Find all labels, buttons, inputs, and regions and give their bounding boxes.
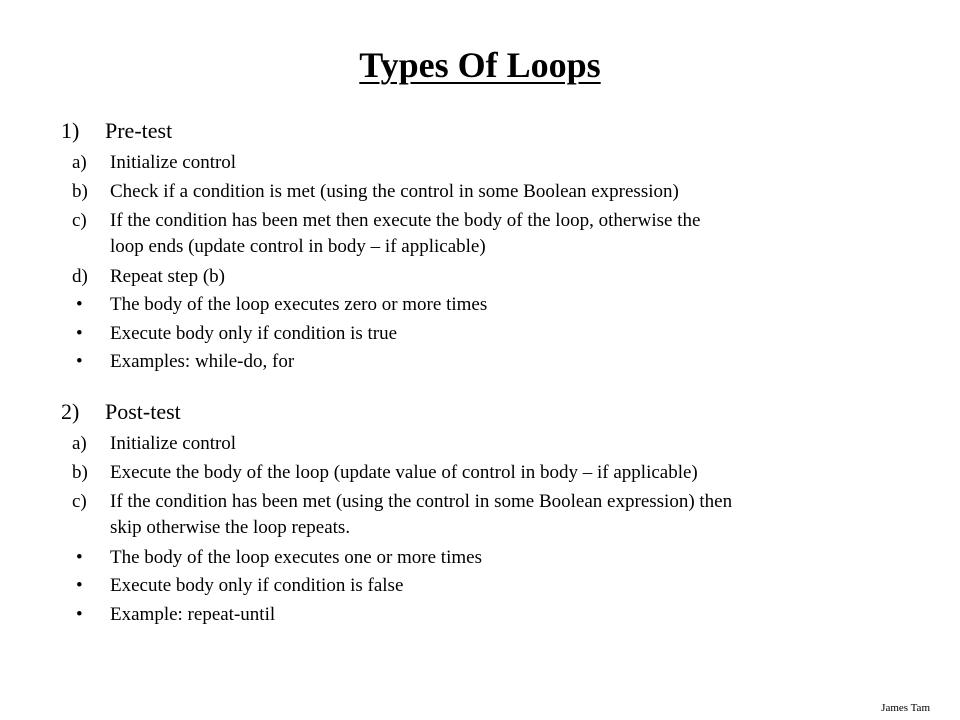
list-text: Execute the body of the loop (update value of control in body – if applicable) xyxy=(110,462,698,483)
list-text: Initialize control xyxy=(110,433,237,454)
list-text: Initialize control xyxy=(110,152,237,173)
list-marker: c) xyxy=(72,210,87,231)
section-heading-pre-test xyxy=(61,118,172,144)
list-marker: a) xyxy=(72,152,87,173)
list-text: Examples: while-do, for xyxy=(110,351,295,372)
section-number: 2) xyxy=(61,399,80,424)
section-heading-post-test xyxy=(61,399,181,425)
slide-title: Types Of Loops xyxy=(359,45,601,85)
bullet-marker: • xyxy=(76,351,83,372)
list-text: Execute body only if condition is false xyxy=(110,575,404,596)
list-text: Check if a condition is met (using the control in some Boolean expression) xyxy=(110,181,679,202)
list-text-continuation: loop ends (update control in body – if applicable) xyxy=(110,236,486,257)
list-text: If the condition has been met (using the control in some Boolean expression) then xyxy=(110,491,733,512)
author-footer: James Tam xyxy=(881,702,930,714)
bullet-marker: • xyxy=(76,575,83,596)
list-marker: d) xyxy=(72,266,88,287)
bullet-marker: • xyxy=(76,604,83,625)
list-text: If the condition has been met then execute the body of the loop, otherwise the xyxy=(110,210,701,231)
list-text: The body of the loop executes one or more times xyxy=(110,547,482,568)
list-marker: b) xyxy=(72,181,88,202)
bullet-marker: • xyxy=(76,323,83,344)
list-text: The body of the loop executes zero or more times xyxy=(110,294,488,315)
list-marker: a) xyxy=(72,433,87,454)
list-text: Execute body only if condition is true xyxy=(110,323,398,344)
list-text: Repeat step (b) xyxy=(110,266,226,287)
section-number: 1) xyxy=(61,118,80,143)
bullet-marker: • xyxy=(76,294,83,315)
section-title: Post-test xyxy=(105,399,181,424)
list-text-continuation: skip otherwise the loop repeats. xyxy=(110,517,351,538)
list-marker: c) xyxy=(72,491,87,512)
list-marker: b) xyxy=(72,462,88,483)
bullet-marker: • xyxy=(76,547,83,568)
list-text: Example: repeat-until xyxy=(110,604,276,625)
section-title: Pre-test xyxy=(105,118,173,143)
